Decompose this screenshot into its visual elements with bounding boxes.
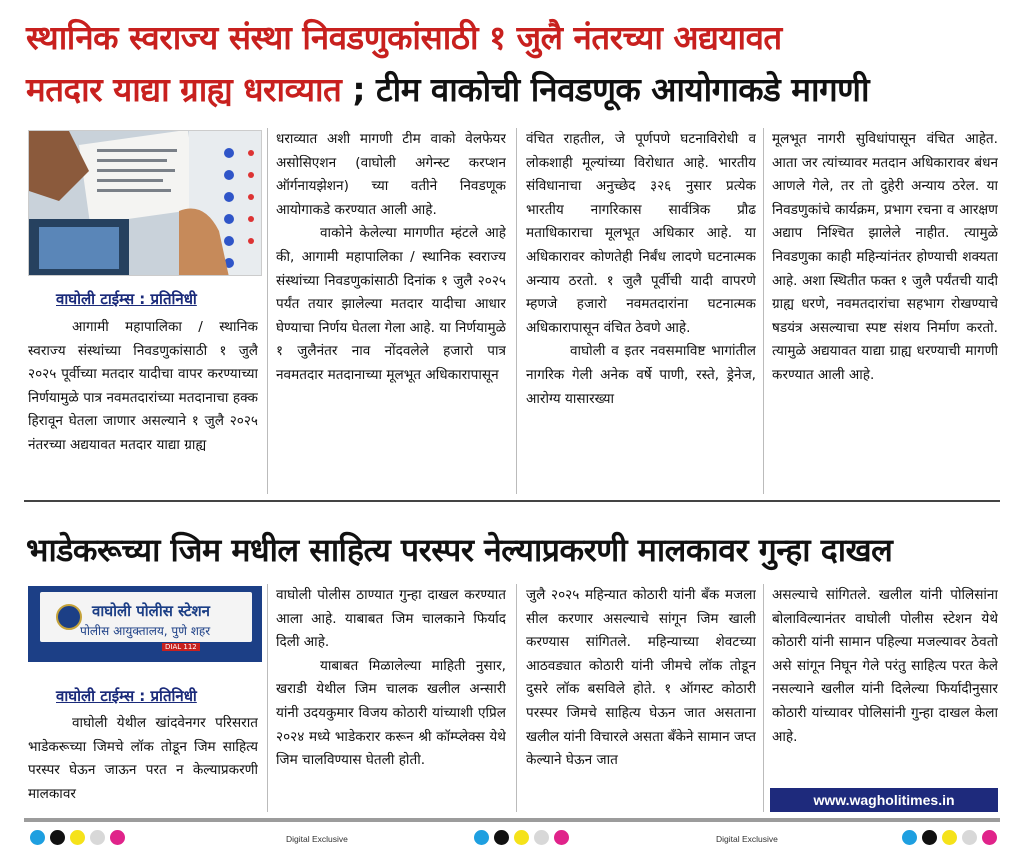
story2-col2-paragraph-1: वाघोली पोलीस ठाण्यात गुन्हा दाखल करण्यात आला आहे. याबाबत जिम चालकाने फिर्याद दिली आहे. bbox=[276, 587, 506, 651]
story-separator-rule bbox=[24, 500, 1000, 502]
story2-byline: वाघोली टाईम्स : प्रतिनिधी bbox=[56, 687, 197, 705]
registration-dot-icon bbox=[554, 830, 569, 845]
story1-col1-paragraph: आगामी महापालिका / स्थानिक स्वराज्य संस्थांच्या निवडणुकांसाठी १ जुलै २०२५ पूर्वीच्या मतदार यादीचा वापर करण्याच्या निर्णयामुळे पात्र नवमतदारांच्या मतदानाचा हक्क हिरावून घेतला जाणार असल्याने १ जुलै २०२५ नंतरच्या अद्ययावत मतदार याद्या ग्राह्य bbox=[28, 319, 258, 453]
story1-column-1 bbox=[28, 316, 258, 492]
column-divider bbox=[267, 584, 268, 812]
column-divider bbox=[516, 584, 517, 812]
story1-headline-black-part: ; टीम वाकोची निवडणूक आयोगाकडे मागणी bbox=[341, 70, 870, 109]
footer-label-right: Digital Exclusive bbox=[716, 834, 778, 844]
registration-dot-icon bbox=[962, 830, 977, 845]
story1-headline-line1: स्थानिक स्वराज्य संस्था निवडणुकांसाठी १ जुलै नंतरच्या अद्ययावत bbox=[26, 18, 782, 57]
column-divider bbox=[763, 128, 764, 494]
column-divider bbox=[763, 584, 764, 812]
registration-marks-center bbox=[474, 830, 569, 845]
story1-col2-paragraph-2: वाकोने केलेल्या मागणीत म्हंटले आहे की, आगामी महापालिका / स्थानिक स्वराज्य संस्थांच्या निवडणुकांसाठी दिनांक १ जुलै २०२५ पर्यंत तयार झालेल्या मतदार यादीचा आधार घेण्याचा निर्णय घेतला गेला आहे. या निर्णयामुळे १ जुलैनंतर नाव नोंदवलेले हजारो पात्र नवमतदार मतदानाच्या मूलभूत अधिकारापासून bbox=[276, 225, 506, 383]
story1-column-3 bbox=[526, 128, 756, 492]
story2-column-2 bbox=[276, 584, 506, 808]
story1-col3-paragraph-1: वंचित राहतील, जे पूर्णपणे घटनाविरोधी व लोकशाही मूल्यांच्या विरोधात आहे. भारतीय संविधानाचा अनुच्छेद ३२६ नुसार प्रत्येक भारतीय नागरिकास सार्वत्रिक प्रौढ मताधिकाराचा मूलभूत अधिकार आहे. या अधिकारावर कोणतेही निर्बंध लादणे घटनात्मक अन्याय ठरतो. १ जुलै पूर्वीची यादी वापरणे म्हणजे हजारो नवमतदारांना घटनात्मक अधिकारापासून वंचित ठेवणे आहे. bbox=[526, 131, 756, 336]
registration-dot-icon bbox=[902, 830, 917, 845]
story1-headline-red-part: मतदार याद्या ग्राह्य धराव्यात bbox=[26, 70, 342, 109]
registration-dot-icon bbox=[982, 830, 997, 845]
registration-dot-icon bbox=[50, 830, 65, 845]
police-station-signboard bbox=[40, 592, 252, 642]
story1-headline-line2 bbox=[26, 66, 869, 111]
story1-evm-photo bbox=[28, 130, 262, 276]
story2-column-3 bbox=[526, 584, 756, 808]
police-badge-icon bbox=[56, 604, 82, 630]
registration-dot-icon bbox=[494, 830, 509, 845]
signboard-title: वाघोली पोलीस स्टेशन bbox=[92, 602, 210, 620]
evm-illustration-icon bbox=[29, 131, 262, 276]
signboard-subtitle: पोलीस आयुक्तालय, पुणे शहर bbox=[80, 624, 211, 638]
story2-police-station-photo bbox=[28, 586, 262, 662]
registration-dot-icon bbox=[110, 830, 125, 845]
registration-dot-icon bbox=[942, 830, 957, 845]
story2-column-4 bbox=[772, 584, 998, 784]
registration-dot-icon bbox=[534, 830, 549, 845]
registration-dot-icon bbox=[922, 830, 937, 845]
registration-marks-right bbox=[902, 830, 997, 845]
registration-dot-icon bbox=[514, 830, 529, 845]
story2-col2-paragraph-2: याबाबत मिळालेल्या माहिती नुसार, खराडी येथील जिम चालक खलील अन्सारी यांनी उदयकुमार विजय कोठारी यांच्याशी एप्रिल २०२४ मध्ये भाडेकरार करून श्री कॉम्प्लेक्स येथे जिम चालविण्यास घेतली होती. bbox=[276, 657, 506, 769]
registration-dot-icon bbox=[474, 830, 489, 845]
signboard-dial-badge: DIAL 112 bbox=[162, 643, 200, 651]
story2-col3-paragraph: जुलै २०२५ महिन्यात कोठारी यांनी बँक मजला सील करणार असल्याचे सांगून जिम खाली करण्यास सांगितले. महिन्याच्या शेवटच्या आठवड्यात कोठारी यांनी जीमचे लॉक तोडून दुसरे लॉक बसविले होते. १ ऑगस्ट कोठारी परस्पर जिमचे साहित्य घेऊन जात असताना खलील यांनी विचारले असता बँकेने सामान जप्त केल्याने घेऊन जात bbox=[526, 587, 756, 769]
registration-dot-icon bbox=[90, 830, 105, 845]
story1-column-4 bbox=[772, 128, 998, 492]
story2-col1-paragraph: वाघोली येथील खांदवेनगर परिसरात भाडेकरूच्या जिमचे लॉक तोडून जिम साहित्य परस्पर घेऊन जाऊन परत न केल्याप्रकरणी मालकावर bbox=[28, 715, 258, 802]
story1-byline: वाघोली टाईम्स : प्रतिनिधी bbox=[56, 290, 197, 308]
column-divider bbox=[516, 128, 517, 494]
registration-dot-icon bbox=[30, 830, 45, 845]
story1-col4-paragraph: मूलभूत नागरी सुविधांपासून वंचित आहेत. आता जर त्यांच्यावर मतदान अधिकारावर बंधन आणले गेले, तर तो दुहेरी अन्याय ठरेल. या निवडणुकांचे कार्यक्रम, प्रभाग रचना व आरक्षण अद्याप निश्चित झालेले नाहीत. त्यामुळे निवडणुका काही महिन्यांनंतर होण्याची शक्यता आहे. अशा स्थितीत फक्त १ जुलै पर्यंतची यादी ग्राह्य धरणे, नवमतदारांचा सहभाग रोखण्याचे षडयंत्र असल्याचा स्पष्ट संशय निर्माण करतो. त्यामुळे अद्ययावत याद्या ग्राह्य धरण्याची मागणी करण्यात आली आहे. bbox=[772, 131, 998, 383]
registration-marks-left bbox=[30, 830, 125, 845]
story1-col3-paragraph-2: वाघोली व इतर नवसमाविष्ट भागांतील नागरिक गेली अनेक वर्षे पाणी, रस्ते, ड्रेनेज, आरोग्य यासारख्या bbox=[526, 343, 756, 407]
registration-dot-icon bbox=[70, 830, 85, 845]
story1-column-2 bbox=[276, 128, 506, 492]
website-link[interactable]: www.wagholitimes.in bbox=[770, 788, 998, 812]
story2-col4-paragraph: असल्याचे सांगितले. खलील यांनी पोलिसांना बोलाविल्यानंतर वाघोली पोलीस स्टेशन येथे कोठारी यांनी सामान पहिल्या मजल्यावर ठेवतो असे सांगून निघून गेले परंतु साहित्य परत केले नसल्याने खलील यांनी दिलेल्या फिर्यादीनुसार कोठारी यांच्यावर पोलिसांनी गुन्हा दाखल केला आहे. bbox=[772, 587, 998, 745]
story2-headline: भाडेकरूच्या जिम मधील साहित्य परस्पर नेल्याप्रकरणी मालकावर गुन्हा दाखल bbox=[26, 531, 893, 569]
story1-col2-paragraph-1: धराव्यात अशी मागणी टीम वाको वेलफेयर असोसिएशन (वाघोली अगेन्स्ट करप्शन ऑर्गनायझेशन) च्या वतीने निवडणूक आयोगाकडे करण्यात आली आहे. bbox=[276, 131, 506, 218]
column-divider bbox=[267, 128, 268, 494]
footer-label-left: Digital Exclusive bbox=[286, 834, 348, 844]
story2-column-1 bbox=[28, 712, 258, 808]
footer-rule bbox=[24, 818, 1000, 822]
